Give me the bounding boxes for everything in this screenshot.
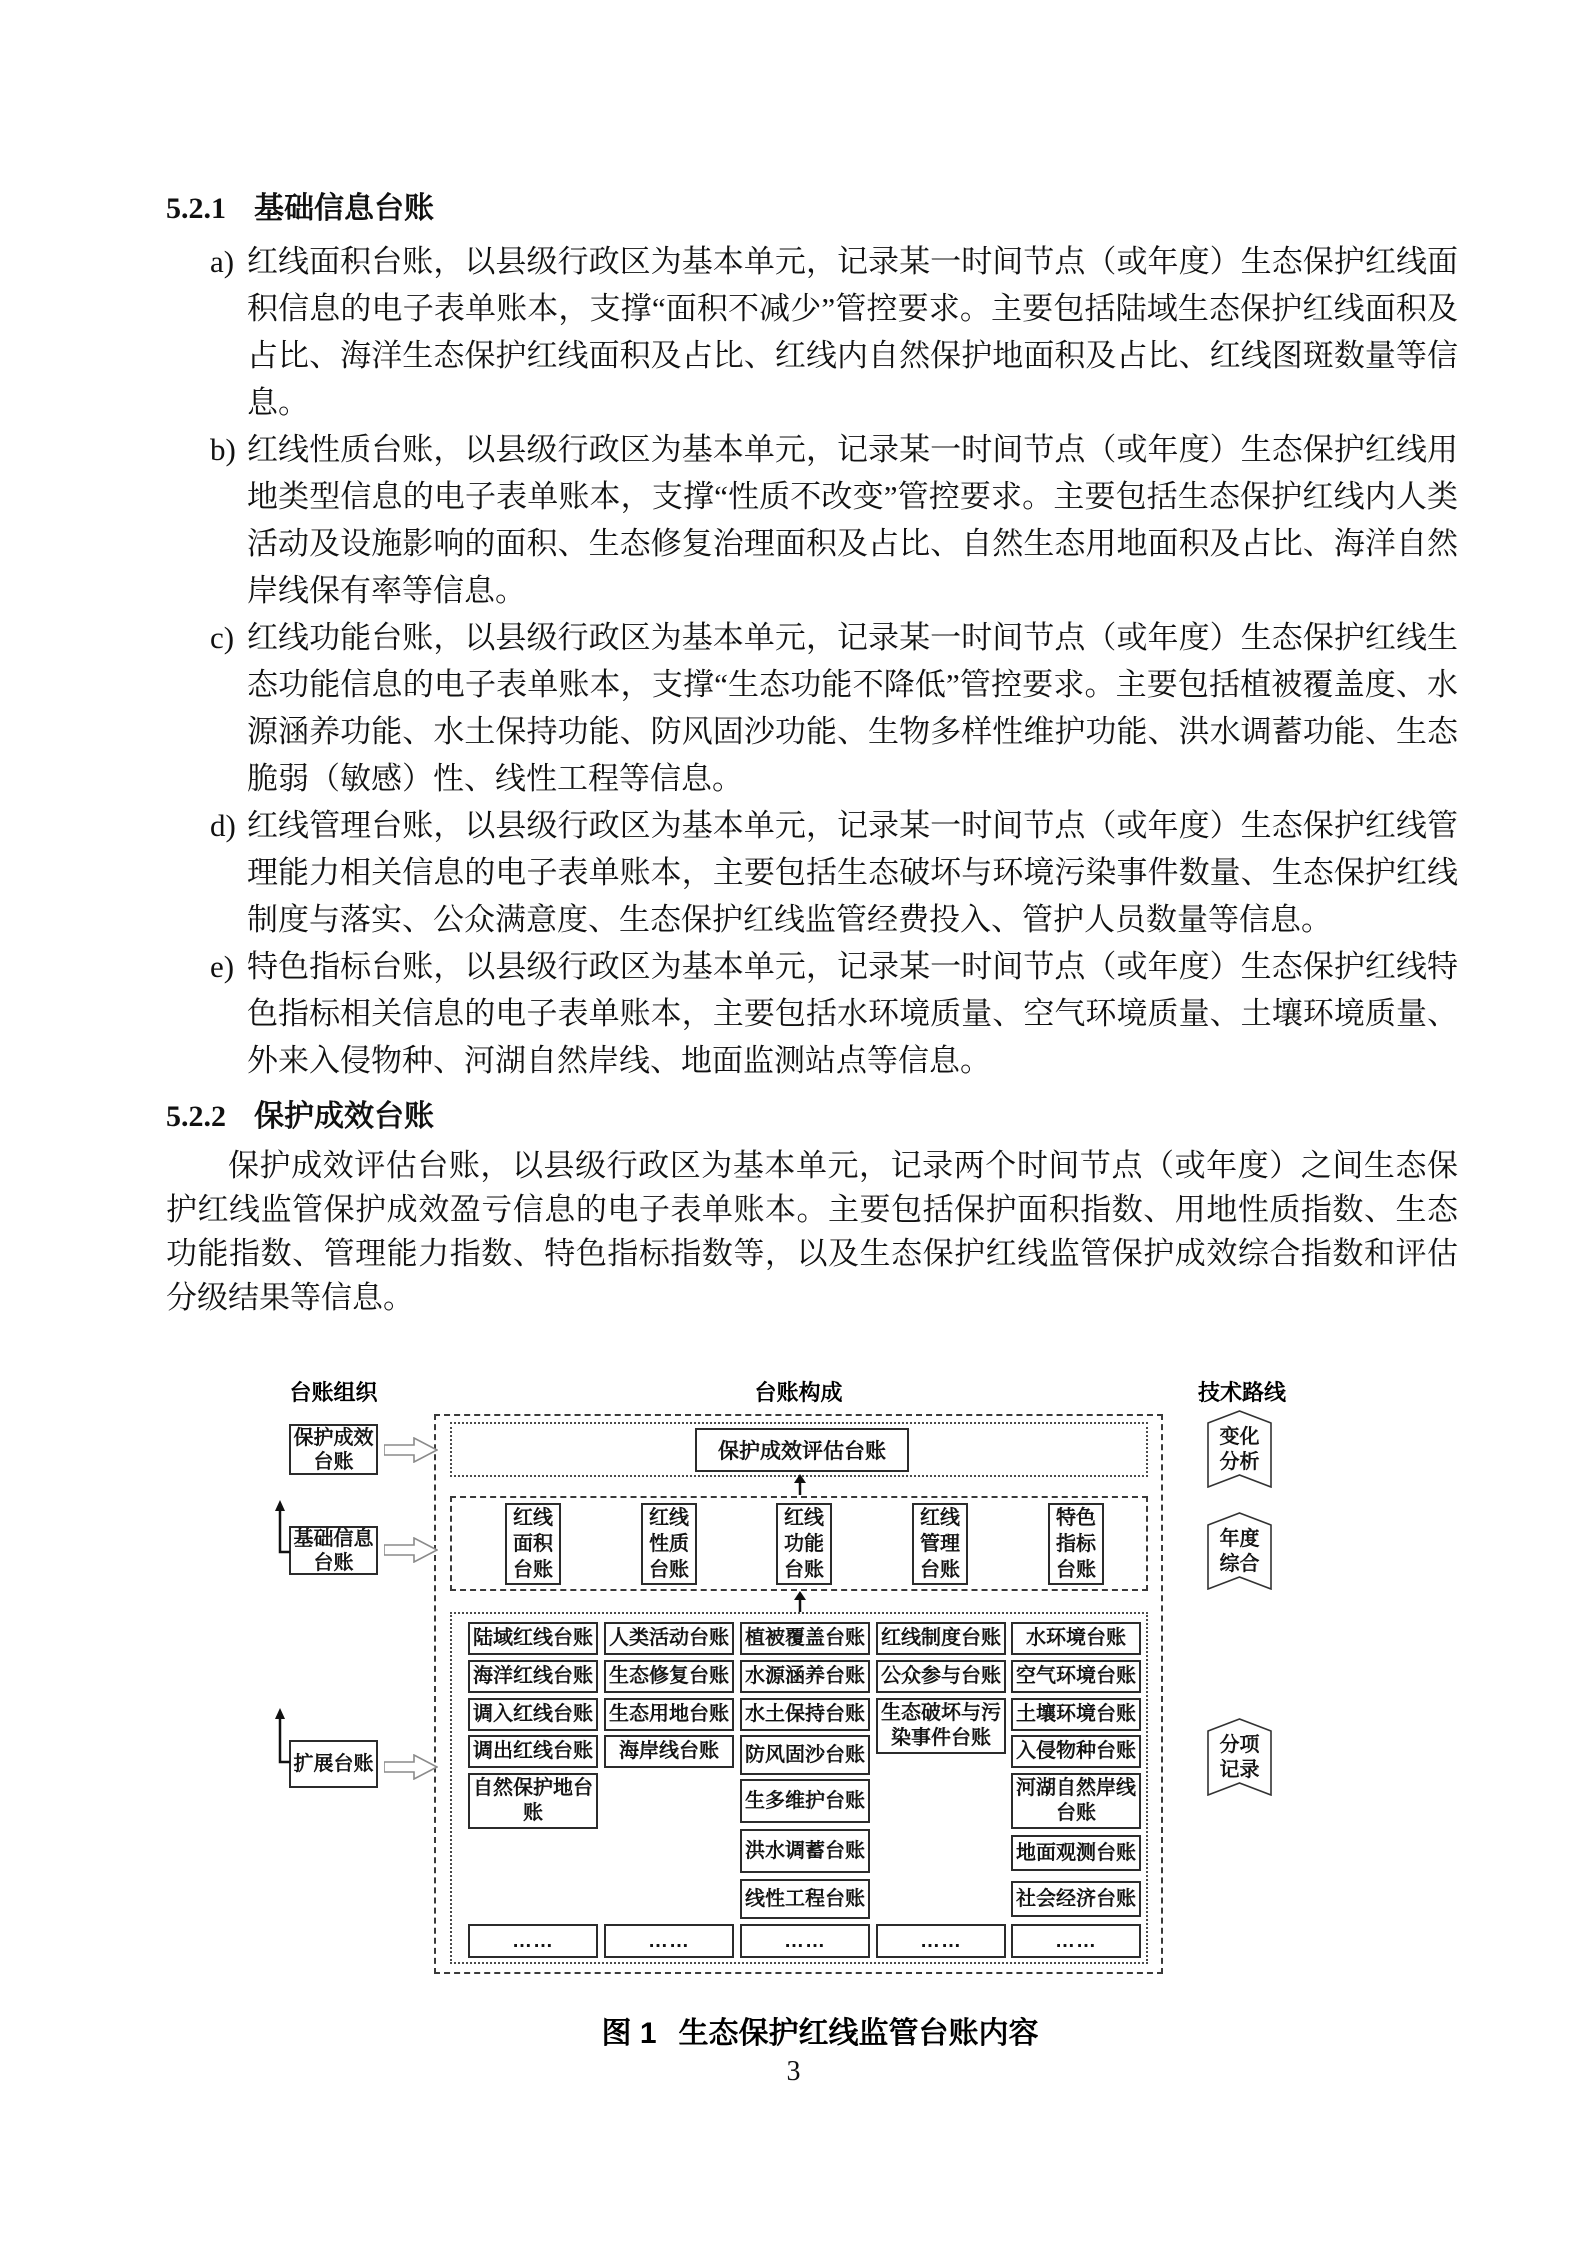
list-item-d	[166, 802, 1458, 943]
item-marker: b)	[210, 432, 236, 467]
box-basic-info-ledger: 基础信息台账	[289, 1526, 378, 1575]
item-marker: d)	[210, 808, 236, 843]
chevron-banner-annual-synthesis	[1207, 1512, 1272, 1590]
grid-cell: 植被覆盖台账	[740, 1622, 870, 1655]
grid-cell: 线性工程台账	[740, 1879, 870, 1919]
grid-cell: 生态修复台账	[604, 1660, 734, 1693]
text-content	[166, 190, 1458, 1320]
figure-header-technical-route: 技术路线	[1197, 1380, 1286, 1405]
list-item-a	[166, 238, 1458, 426]
box-protection-effect-ledger: 保护成效台账	[289, 1424, 378, 1475]
list-item-e	[166, 943, 1458, 1084]
grid-cell: 调出红线台账	[468, 1735, 598, 1768]
chevron-label-line: 变化	[1219, 1426, 1260, 1448]
grid-cell: 调入红线台账	[468, 1698, 598, 1731]
box-special-indicator-ledger: 特色指标台账	[1048, 1503, 1104, 1585]
page-number: 3	[786, 2056, 801, 2087]
grid-cell: 空气环境台账	[1011, 1660, 1141, 1693]
chevron-banner-change-analysis	[1207, 1410, 1272, 1488]
grid-cell: 社会经济台账	[1011, 1881, 1141, 1917]
grid-cell: 自然保护地台账	[468, 1773, 598, 1829]
grid-cell: 生多维护台账	[740, 1779, 870, 1823]
grid-cell: 水环境台账	[1011, 1622, 1141, 1655]
chevron-label-line: 记录	[1219, 1759, 1260, 1781]
item-text: 特色指标台账，以县级行政区为基本单元，记录某一时间节点（或年度）生态保护红线特色指标相关信息的电子表单账本，主要包括水环境质量、空气环境质量、土壤环境质量、外来入侵物种、河湖自然岸线、地面监测站点等信息。	[247, 949, 1458, 1078]
chevron-label-line: 综合	[1219, 1553, 1260, 1575]
grid-cell: 水土保持台账	[740, 1698, 870, 1731]
box-redline-area-ledger: 红线面积台账	[505, 1503, 561, 1585]
grid-cell: 防风固沙台账	[740, 1735, 870, 1775]
figure-ledger-diagram	[0, 1372, 1587, 1984]
box-redline-nature-ledger: 红线性质台账	[641, 1503, 697, 1585]
grid-cell: 水源涵养台账	[740, 1660, 870, 1693]
box-evaluation-ledger: 保护成效评估台账	[695, 1428, 909, 1472]
figure-header-composition: 台账构成	[754, 1380, 843, 1405]
grid-cell: 红线制度台账	[876, 1622, 1006, 1655]
item-text: 红线性质台账，以县级行政区为基本单元，记录某一时间节点（或年度）生态保护红线用地类型信息的电子表单账本，支撑“性质不改变”管控要求。主要包括生态保护红线内人类活动及设施影响的面积、生态修复治理面积及占比、自然生态用地面积及占比、海洋自然岸线保有率等信息。	[247, 432, 1458, 608]
chevron-banner-itemized-record	[1207, 1718, 1272, 1796]
effectiveness-paragraph: 保护成效评估台账，以县级行政区为基本单元，记录两个时间节点（或年度）之间生态保护红线监管保护成效盈亏信息的电子表单账本。主要包括保护面积指数、用地性质指数、生态功能指数、管理能力指数、特色指标指数等，以及生态保护红线监管保护成效综合指数和评估分级结果等信息。	[166, 1148, 1458, 1315]
up-arrow-icon	[791, 1591, 809, 1612]
grid-cell: 河湖自然岸线台账	[1011, 1773, 1141, 1829]
section-title: 保护成效台账	[254, 1100, 434, 1133]
grid-cell: 土壤环境台账	[1011, 1698, 1141, 1731]
section-title: 基础信息台账	[254, 192, 434, 225]
grid-cell: 海岸线台账	[604, 1735, 734, 1768]
section-number: 5.2.2	[166, 1100, 226, 1133]
item-text: 红线管理台账，以县级行政区为基本单元，记录某一时间节点（或年度）生态保护红线管理能力相关信息的电子表单账本，主要包括生态破坏与环境污染事件数量、生态保护红线制度与落实、公众满意度、生态保护红线监管经费投入、管护人员数量等信息。	[247, 808, 1458, 937]
right-block-arrow-icon	[384, 1754, 438, 1780]
item-marker: a)	[210, 244, 235, 279]
right-block-arrow-icon	[384, 1537, 438, 1563]
box-extended-ledger: 扩展台账	[289, 1740, 378, 1788]
item-text: 红线功能台账，以县级行政区为基本单元，记录某一时间节点（或年度）生态保护红线生态功能信息的电子表单账本，支撑“生态功能不降低”管控要求。主要包括植被覆盖度、水源涵养功能、水土保持功能、防风固沙功能、生物多样性维护功能、洪水调蓄功能、生态脆弱（敏感）性、线性工程等信息。	[247, 620, 1458, 796]
figure-caption-text: 生态保护红线监管台账内容	[678, 2017, 1039, 2050]
box-redline-management-ledger: 红线管理台账	[912, 1503, 968, 1585]
section-heading-521	[166, 190, 1458, 228]
list-item-b	[166, 426, 1458, 614]
up-arrow-icon	[791, 1474, 809, 1495]
figure-caption-label: 图 1	[601, 2017, 657, 2050]
chevron-label-line: 分析	[1219, 1451, 1260, 1473]
section-number: 5.2.1	[166, 192, 226, 225]
figure-caption	[240, 2008, 1400, 2052]
ellipsis-cell: ……	[604, 1924, 734, 1958]
figure-header-organization: 台账组织	[289, 1380, 378, 1405]
item-text: 红线面积台账，以县级行政区为基本单元，记录某一时间节点（或年度）生态保护红线面积信息的电子表单账本，支撑“面积不减少”管控要求。主要包括陆域生态保护红线面积及占比、海洋生态保护红线面积及占比、红线内自然保护地面积及占比、红线图斑数量等信息。	[247, 244, 1458, 420]
box-redline-function-ledger: 红线功能台账	[776, 1503, 832, 1585]
grid-cell: 地面观测台账	[1011, 1835, 1141, 1871]
grid-cell: 公众参与台账	[876, 1660, 1006, 1693]
ellipsis-cell: ……	[1011, 1924, 1141, 1958]
ellipsis-cell: ……	[740, 1924, 870, 1958]
section-heading-522	[166, 1098, 1458, 1136]
grid-cell: 洪水调蓄台账	[740, 1829, 870, 1873]
chevron-label-line: 分项	[1219, 1734, 1260, 1756]
grid-cell: 人类活动台账	[604, 1622, 734, 1655]
item-marker: e)	[210, 949, 235, 984]
grid-cell: 陆域红线台账	[468, 1622, 598, 1655]
right-block-arrow-icon	[384, 1437, 438, 1463]
grid-cell: 生态破坏与污染事件台账	[876, 1698, 1006, 1754]
grid-cell: 入侵物种台账	[1011, 1735, 1141, 1768]
ellipsis-cell: ……	[876, 1924, 1006, 1958]
chevron-label-line: 年度	[1219, 1528, 1260, 1550]
list-item-c	[166, 614, 1458, 802]
up-connector-arrow-icon	[272, 1498, 292, 1556]
grid-cell: 生态用地台账	[604, 1698, 734, 1731]
up-connector-arrow-icon	[272, 1706, 292, 1766]
grid-cell: 海洋红线台账	[468, 1660, 598, 1693]
ellipsis-cell: ……	[468, 1924, 598, 1958]
item-marker: c)	[210, 620, 235, 655]
